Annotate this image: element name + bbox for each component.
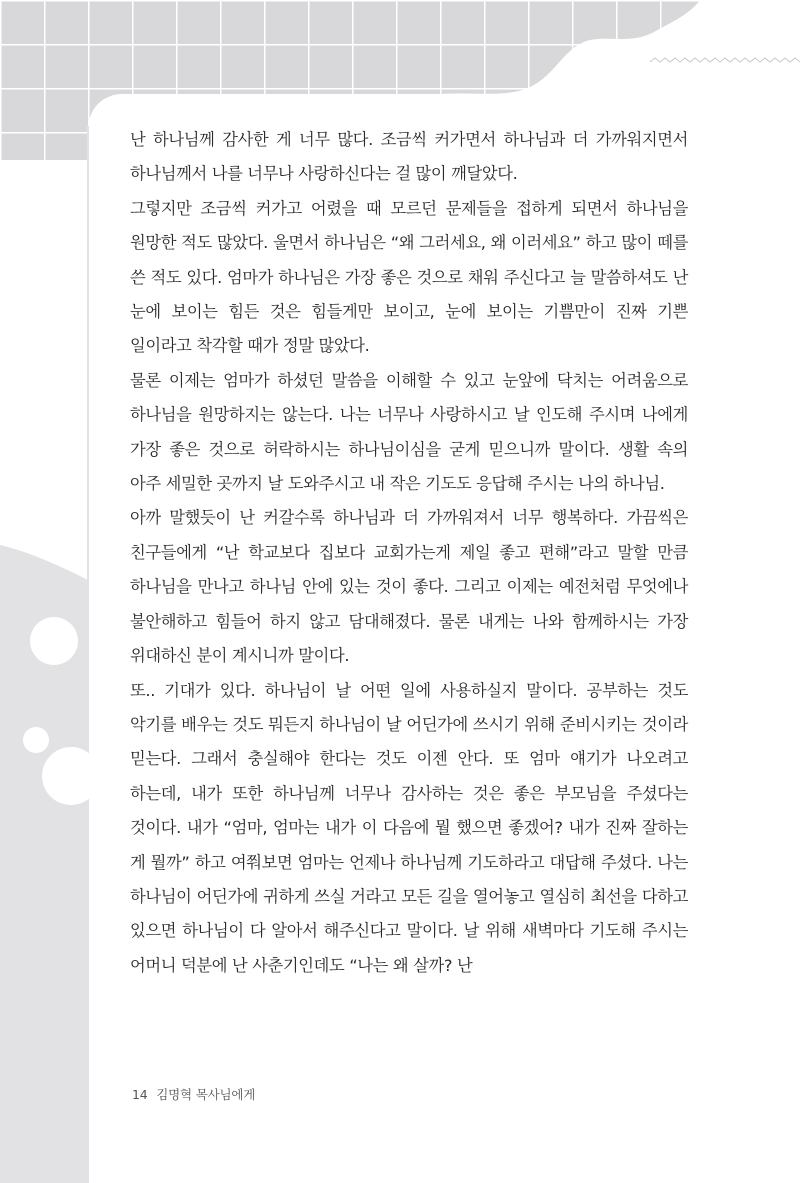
margin-circle: [42, 747, 100, 805]
margin-circle: [23, 727, 49, 753]
paragraph: 난 하나님께 감사한 게 너무 많다. 조금씩 커가면서 하나님과 더 가까워지면서 하나님께서 나를 너무나 사랑하신다는 걸 많이 깨달았다.: [130, 130, 688, 184]
page-number: 14: [132, 1087, 148, 1102]
zigzag-ornament: [650, 58, 800, 62]
paragraph: 또.. 기대가 있다. 하나님이 날 어떤 일에 사용하실지 말이다. 공부하는 것도 악기를 배우는 것도 뭐든지 하나님이 날 어딘가에 쓰시기 위해 준비시키는 것이라 믿는다. 그래서 충실해야 한다는 것도 이젠 안다. 또 엄마 얘기가 나오려고 하는데, 내가 또한 하나님께 너무나 감사하는 것은 좋은 부모님을 주셨다는 것이다. 내가 “엄마, 엄마는 내가 이 다음에 뭘 했으면 좋겠어? 내가 진짜 잘하는 게 뭘까” 하고 여쭤보면 엄마는 언제나 하나님께 기도하라고 대답해 주셨다. 나는 하나님이 어딘가에 귀하게 쓰실 거라고 모든 길을 열어놓고 열심히 최선을 다하고 있으면 하나님이 다 알아서 해주신다고 말이다. 날 위해 새벽마다 기도해 주시는 어머니 덕분에 난 사춘기인데도 “나는 왜 살까? 난: [130, 680, 688, 975]
paragraph: 그렇지만 조금씩 커가고 어렸을 때 모르던 문제들을 접하게 되면서 하나님을 원망한 적도 많았다. 울면서 하나님은 “왜 그러세요, 왜 이러세요” 하고 많이 떼를 쓴 적도 있다. 엄마가 하나님은 가장 좋은 것으로 채워 주신다고 늘 말씀하셔도 난 눈에 보이는 힘든 것은 힘들게만 보이고, 눈에 보이는 기쁨만이 진짜 기쁜 일이라고 착각할 때가 정말 많았다.: [130, 198, 688, 356]
body-text: [130, 123, 688, 983]
book-title: 김명혁 목사님에게: [156, 1087, 256, 1102]
paragraph: 물론 이제는 엄마가 하셨던 말씀을 이해할 수 있고 눈앞에 닥치는 어려움으로 하나님을 원망하지는 않는다. 나는 너무나 사랑하시고 날 인도해 주시며 나에게 가장 좋은 것으로 허락하시는 하나님이심을 굳게 믿으니까 말이다. 생활 속의 아주 세밀한 곳까지 날 도와주시고 내 작은 기도도 응답해 주시는 나의 하나님.: [130, 370, 688, 494]
paragraph: 아까 말했듯이 난 커갈수록 하나님과 더 가까워져서 너무 행복하다. 가끔씩은 친구들에게 “난 학교보다 집보다 교회가는게 제일 좋고 편해”라고 말할 만큼 하나님을 만나고 하나님 안에 있는 것이 좋다. 그리고 이제는 예전처럼 무엇에나 불안해하고 힘들어 하지 않고 담대해졌다. 물론 내게는 나와 함께하시는 가장 위대하신 분이 계시니까 말이다.: [130, 508, 688, 666]
margin-circle: [30, 617, 78, 665]
page-footer: [132, 1085, 255, 1103]
